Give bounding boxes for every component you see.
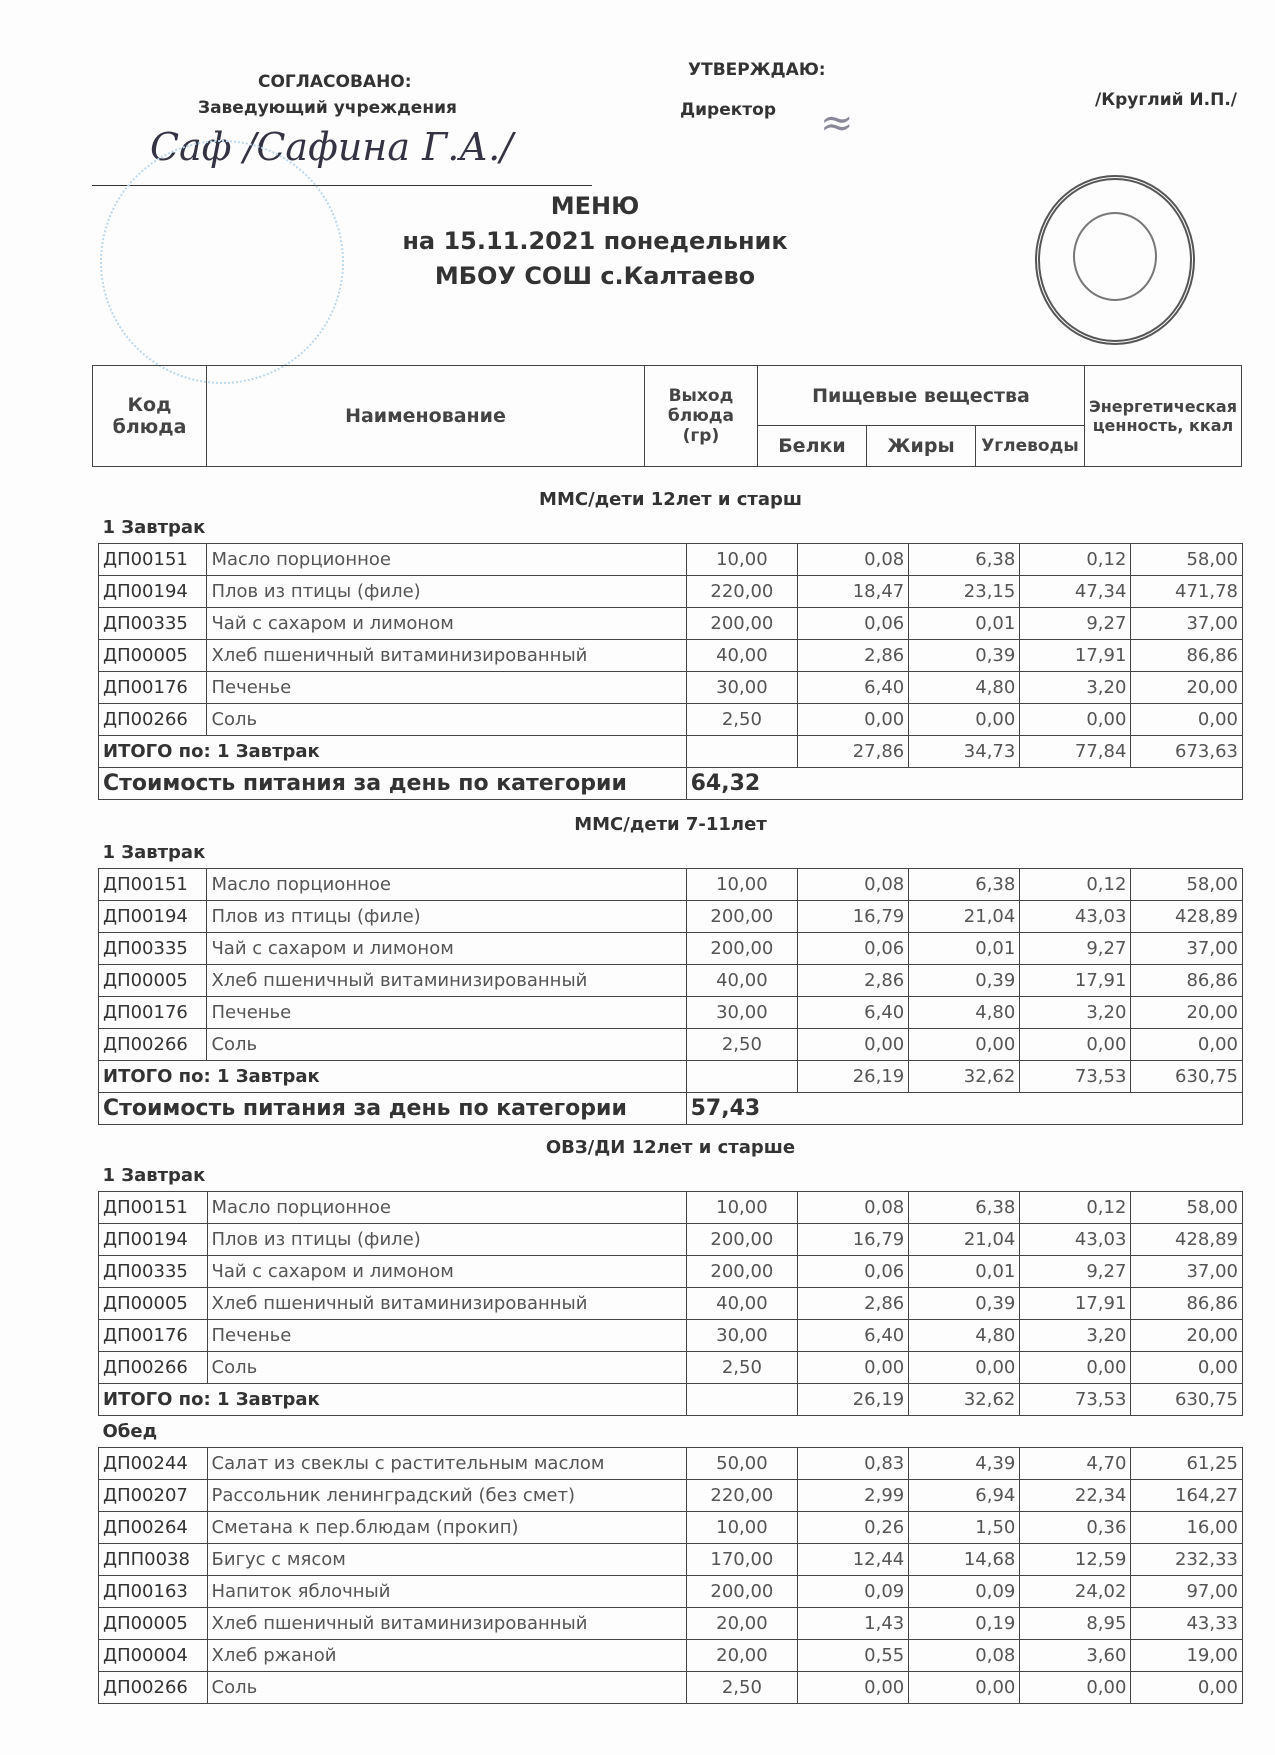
energy: 20,00 [1131, 1320, 1243, 1352]
dish-output: 20,00 [686, 1608, 798, 1640]
fats: 0,00 [909, 704, 1020, 736]
dish-code: ДП00005 [99, 1608, 208, 1640]
carbs: 24,02 [1020, 1576, 1131, 1608]
proteins: 0,26 [798, 1512, 909, 1544]
total-value: 27,86 [798, 736, 909, 768]
dish-code: ДП00005 [99, 965, 207, 997]
proteins: 0,83 [798, 1448, 909, 1480]
total-value: 26,19 [798, 1384, 909, 1416]
carbs: 17,91 [1020, 640, 1131, 672]
energy: 471,78 [1131, 576, 1243, 608]
dish-name: Печенье [207, 1320, 686, 1352]
energy: 97,00 [1131, 1576, 1243, 1608]
table-row [99, 1640, 1243, 1672]
meal-heading: 1 Завтрак [99, 837, 1243, 869]
approved-left-role: Заведующий учреждения [198, 98, 457, 118]
carbs: 12,59 [1020, 1544, 1131, 1576]
fats: 0,00 [909, 1352, 1020, 1384]
dish-name: Хлеб ржаной [207, 1640, 686, 1672]
carbs: 8,95 [1020, 1608, 1131, 1640]
category-heading: ОВЗ/ДИ 12лет и старше [545, 1136, 796, 1158]
dish-name: Масло порционное [207, 1192, 686, 1224]
category-heading: ММС/дети 7-11лет [574, 813, 767, 835]
cost-label: Стоимость питания за день по категории [99, 1093, 687, 1125]
dish-name: Сметана к пер.блюдам (прокип) [207, 1512, 686, 1544]
total-value: 34,73 [909, 736, 1020, 768]
table-row [99, 997, 1243, 1029]
table-row [99, 1320, 1243, 1352]
dish-code: ДП00194 [99, 1224, 208, 1256]
proteins: 6,40 [798, 997, 909, 1029]
col-nutrients: Пищевые вещества [757, 366, 1084, 426]
proteins: 6,40 [798, 1320, 909, 1352]
fats: 0,01 [909, 933, 1020, 965]
fats: 21,04 [909, 1224, 1020, 1256]
carbs: 0,36 [1020, 1512, 1131, 1544]
carbs: 0,12 [1020, 1192, 1131, 1224]
energy: 86,86 [1131, 640, 1243, 672]
dish-output: 2,50 [686, 1672, 798, 1704]
total-value: 630,75 [1131, 1061, 1243, 1093]
energy: 20,00 [1131, 997, 1243, 1029]
proteins: 16,79 [798, 901, 909, 933]
carbs: 43,03 [1020, 1224, 1131, 1256]
col-output: Выход блюда (гр) [644, 366, 757, 467]
total-row [99, 736, 1243, 768]
carbs: 0,00 [1020, 1352, 1131, 1384]
doc-title: МЕНЮ [550, 192, 640, 220]
table-row [99, 672, 1243, 704]
table-row [99, 1512, 1243, 1544]
dish-name: Бигус с мясом [207, 1544, 686, 1576]
fats: 6,38 [909, 1192, 1020, 1224]
proteins: 0,00 [798, 1672, 909, 1704]
total-value: 630,75 [1131, 1384, 1243, 1416]
carbs: 17,91 [1020, 1288, 1131, 1320]
energy: 58,00 [1131, 544, 1243, 576]
proteins: 2,86 [798, 1288, 909, 1320]
dish-output: 200,00 [686, 1224, 798, 1256]
total-value: 73,53 [1020, 1384, 1131, 1416]
dish-output: 2,50 [686, 704, 798, 736]
proteins: 0,06 [798, 1256, 909, 1288]
menu-section-table [98, 1134, 1243, 1704]
table-header [92, 365, 1242, 467]
table-row [99, 1288, 1243, 1320]
energy: 19,00 [1131, 1640, 1243, 1672]
table-row [99, 1544, 1243, 1576]
fats: 6,38 [909, 544, 1020, 576]
total-label: ИТОГО по: 1 Завтрак [99, 736, 687, 768]
meal-heading: Обед [99, 1416, 1243, 1448]
table-row [99, 704, 1243, 736]
dish-name: Плов из птицы (филе) [207, 901, 686, 933]
fats: 0,01 [909, 608, 1020, 640]
fats: 0,19 [909, 1608, 1020, 1640]
table-row [99, 933, 1243, 965]
table-row [99, 1608, 1243, 1640]
proteins: 12,44 [798, 1544, 909, 1576]
energy: 0,00 [1131, 1352, 1243, 1384]
total-label: ИТОГО по: 1 Завтрак [99, 1061, 687, 1093]
dish-name: Салат из свеклы с растительным маслом [207, 1448, 686, 1480]
total-row [99, 1384, 1243, 1416]
doc-school: МБОУ СОШ с.Калтаево [434, 262, 756, 290]
dish-output: 10,00 [686, 1512, 798, 1544]
proteins: 2,86 [798, 965, 909, 997]
dish-output: 200,00 [686, 1256, 798, 1288]
dish-output: 200,00 [686, 608, 798, 640]
fats: 6,94 [909, 1480, 1020, 1512]
fats: 0,09 [909, 1576, 1020, 1608]
dish-code: ДП00005 [99, 640, 207, 672]
dish-code: ДП00244 [99, 1448, 208, 1480]
dish-output: 220,00 [686, 576, 798, 608]
dish-output: 40,00 [686, 1288, 798, 1320]
dish-name: Печенье [207, 997, 686, 1029]
dish-output: 10,00 [686, 869, 798, 901]
total-value [686, 1061, 798, 1093]
energy: 37,00 [1131, 1256, 1243, 1288]
dish-name: Плов из птицы (филе) [207, 576, 686, 608]
proteins: 0,06 [798, 933, 909, 965]
proteins: 0,08 [798, 544, 909, 576]
fats: 14,68 [909, 1544, 1020, 1576]
table-row [99, 608, 1243, 640]
dish-output: 30,00 [686, 672, 798, 704]
approved-right-title: УТВЕРЖДАЮ: [688, 60, 826, 80]
cost-row [99, 768, 1243, 800]
carbs: 22,34 [1020, 1480, 1131, 1512]
cost-label: Стоимость питания за день по категории [99, 768, 687, 800]
left-signature: Саф /Сафина Г.А./ [150, 125, 513, 169]
table-row [99, 901, 1243, 933]
carbs: 47,34 [1020, 576, 1131, 608]
carbs: 17,91 [1020, 965, 1131, 997]
col-name: Наименование [207, 366, 645, 467]
dish-code: ДП00335 [99, 1256, 208, 1288]
fats: 1,50 [909, 1512, 1020, 1544]
energy: 37,00 [1131, 933, 1243, 965]
proteins: 0,00 [798, 1352, 909, 1384]
dish-code: ДП00266 [99, 1352, 208, 1384]
cost-value: 57,43 [686, 1093, 1242, 1125]
category-heading: ММС/дети 12лет и старш [539, 488, 802, 510]
dish-name: Хлеб пшеничный витаминизированный [207, 640, 686, 672]
energy: 86,86 [1131, 965, 1243, 997]
proteins: 2,86 [798, 640, 909, 672]
dish-output: 220,00 [686, 1480, 798, 1512]
dish-code: ДП00266 [99, 704, 207, 736]
carbs: 0,12 [1020, 544, 1131, 576]
fats: 21,04 [909, 901, 1020, 933]
dish-name: Соль [207, 1029, 686, 1061]
total-value: 32,62 [909, 1384, 1020, 1416]
dish-code: ДП00151 [99, 544, 207, 576]
table-row [99, 1224, 1243, 1256]
dish-output: 50,00 [686, 1448, 798, 1480]
dish-output: 200,00 [686, 1576, 798, 1608]
dish-code: ДП00335 [99, 608, 207, 640]
carbs: 9,27 [1020, 1256, 1131, 1288]
total-row [99, 1061, 1243, 1093]
dish-output: 10,00 [686, 544, 798, 576]
dish-code: ДП00004 [99, 1640, 208, 1672]
dish-output: 40,00 [686, 965, 798, 997]
carbs: 4,70 [1020, 1448, 1131, 1480]
dish-code: ДП00194 [99, 576, 207, 608]
table-row [99, 1448, 1243, 1480]
energy: 58,00 [1131, 869, 1243, 901]
total-value: 26,19 [798, 1061, 909, 1093]
fats: 6,38 [909, 869, 1020, 901]
energy: 0,00 [1131, 1029, 1243, 1061]
energy: 61,25 [1131, 1448, 1243, 1480]
carbs: 3,20 [1020, 672, 1131, 704]
dish-name: Плов из птицы (филе) [207, 1224, 686, 1256]
fats: 0,39 [909, 1288, 1020, 1320]
dish-code: ДП00266 [99, 1672, 208, 1704]
dish-name: Соль [207, 1672, 686, 1704]
dish-code: ДП00194 [99, 901, 207, 933]
fats: 4,80 [909, 672, 1020, 704]
dish-name: Соль [207, 704, 686, 736]
dish-name: Хлеб пшеничный витаминизированный [207, 965, 686, 997]
table-row [99, 1029, 1243, 1061]
cost-value: 64,32 [686, 768, 1242, 800]
carbs: 0,00 [1020, 704, 1131, 736]
table-row [99, 544, 1243, 576]
proteins: 0,08 [798, 1192, 909, 1224]
proteins: 0,55 [798, 1640, 909, 1672]
meal-heading: 1 Завтрак [99, 1160, 1243, 1192]
energy: 43,33 [1131, 1608, 1243, 1640]
dish-code: ДП00176 [99, 672, 207, 704]
carbs: 9,27 [1020, 933, 1131, 965]
carbs: 3,20 [1020, 997, 1131, 1029]
proteins: 6,40 [798, 672, 909, 704]
total-value [686, 1384, 798, 1416]
proteins: 0,00 [798, 704, 909, 736]
total-value: 77,84 [1020, 736, 1131, 768]
fats: 0,08 [909, 1640, 1020, 1672]
dish-output: 200,00 [686, 901, 798, 933]
dish-code: ДП00176 [99, 997, 207, 1029]
energy: 232,33 [1131, 1544, 1243, 1576]
dish-output: 2,50 [686, 1029, 798, 1061]
dish-output: 30,00 [686, 1320, 798, 1352]
energy: 0,00 [1131, 1672, 1243, 1704]
col-carbs: Углеводы [975, 426, 1084, 467]
cost-row [99, 1093, 1243, 1125]
dish-output: 40,00 [686, 640, 798, 672]
carbs: 3,20 [1020, 1320, 1131, 1352]
dish-code: ДП00335 [99, 933, 207, 965]
dish-code: ДП00151 [99, 1192, 208, 1224]
menu-section-table [98, 811, 1243, 1125]
dish-code: ДП00176 [99, 1320, 208, 1352]
table-row [99, 1576, 1243, 1608]
col-fats: Жиры [866, 426, 975, 467]
table-row [99, 965, 1243, 997]
fats: 0,00 [909, 1029, 1020, 1061]
doc-date: на 15.11.2021 понедельник [402, 227, 788, 255]
approved-right-name: /Круглий И.П./ [1095, 90, 1238, 110]
dish-output: 30,00 [686, 997, 798, 1029]
total-value: 73,53 [1020, 1061, 1131, 1093]
energy: 37,00 [1131, 608, 1243, 640]
dish-name: Чай с сахаром и лимоном [207, 933, 686, 965]
carbs: 43,03 [1020, 901, 1131, 933]
approved-right-role: Директор [680, 100, 776, 120]
col-proteins: Белки [757, 426, 866, 467]
energy: 0,00 [1131, 704, 1243, 736]
proteins: 2,99 [798, 1480, 909, 1512]
table-row [99, 1352, 1243, 1384]
dish-code: ДП00151 [99, 869, 207, 901]
total-value: 32,62 [909, 1061, 1020, 1093]
menu-section-table [98, 486, 1243, 800]
carbs: 3,60 [1020, 1640, 1131, 1672]
proteins: 16,79 [798, 1224, 909, 1256]
dish-code: ДП00163 [99, 1576, 208, 1608]
carbs: 0,00 [1020, 1672, 1131, 1704]
dish-name: Масло порционное [207, 869, 686, 901]
table-row [99, 1480, 1243, 1512]
fats: 4,80 [909, 1320, 1020, 1352]
table-row [99, 576, 1243, 608]
dish-code: ДПП0038 [99, 1544, 208, 1576]
proteins: 18,47 [798, 576, 909, 608]
dish-name: Масло порционное [207, 544, 686, 576]
dish-output: 2,50 [686, 1352, 798, 1384]
dish-name: Соль [207, 1352, 686, 1384]
energy: 164,27 [1131, 1480, 1243, 1512]
fats: 0,00 [909, 1672, 1020, 1704]
dish-name: Чай с сахаром и лимоном [207, 608, 686, 640]
energy: 58,00 [1131, 1192, 1243, 1224]
proteins: 0,00 [798, 1029, 909, 1061]
col-code: Код блюда [93, 366, 207, 467]
dish-name: Хлеб пшеничный витаминизированный [207, 1608, 686, 1640]
table-row [99, 1256, 1243, 1288]
dish-output: 200,00 [686, 933, 798, 965]
fats: 4,80 [909, 997, 1020, 1029]
dish-name: Хлеб пшеничный витаминизированный [207, 1288, 686, 1320]
col-energy: Энергетическая ценность, ккал [1084, 366, 1241, 467]
fats: 0,39 [909, 965, 1020, 997]
table-row [99, 869, 1243, 901]
proteins: 0,06 [798, 608, 909, 640]
energy: 428,89 [1131, 901, 1243, 933]
fats: 0,39 [909, 640, 1020, 672]
proteins: 1,43 [798, 1608, 909, 1640]
approved-left-title: СОГЛАСОВАНО: [258, 72, 412, 92]
carbs: 9,27 [1020, 608, 1131, 640]
proteins: 0,08 [798, 869, 909, 901]
energy: 86,86 [1131, 1288, 1243, 1320]
dish-name: Чай с сахаром и лимоном [207, 1256, 686, 1288]
carbs: 0,12 [1020, 869, 1131, 901]
dish-name: Печенье [207, 672, 686, 704]
table-row [99, 640, 1243, 672]
dish-code: ДП00207 [99, 1480, 208, 1512]
dish-name: Напиток яблочный [207, 1576, 686, 1608]
table-row [99, 1192, 1243, 1224]
energy: 16,00 [1131, 1512, 1243, 1544]
fats: 0,01 [909, 1256, 1020, 1288]
carbs: 0,00 [1020, 1029, 1131, 1061]
director-signature: ≈ [820, 100, 854, 146]
dish-output: 10,00 [686, 1192, 798, 1224]
energy: 428,89 [1131, 1224, 1243, 1256]
total-value [686, 736, 798, 768]
energy: 20,00 [1131, 672, 1243, 704]
dish-code: ДП00005 [99, 1288, 208, 1320]
dish-output: 20,00 [686, 1640, 798, 1672]
table-row [99, 1672, 1243, 1704]
total-value: 673,63 [1131, 736, 1243, 768]
total-label: ИТОГО по: 1 Завтрак [99, 1384, 687, 1416]
proteins: 0,09 [798, 1576, 909, 1608]
dish-code: ДП00264 [99, 1512, 208, 1544]
meal-heading: 1 Завтрак [99, 512, 1243, 544]
dish-output: 170,00 [686, 1544, 798, 1576]
dish-code: ДП00266 [99, 1029, 207, 1061]
dish-name: Рассольник ленинградский (без смет) [207, 1480, 686, 1512]
fats: 23,15 [909, 576, 1020, 608]
fats: 4,39 [909, 1448, 1020, 1480]
